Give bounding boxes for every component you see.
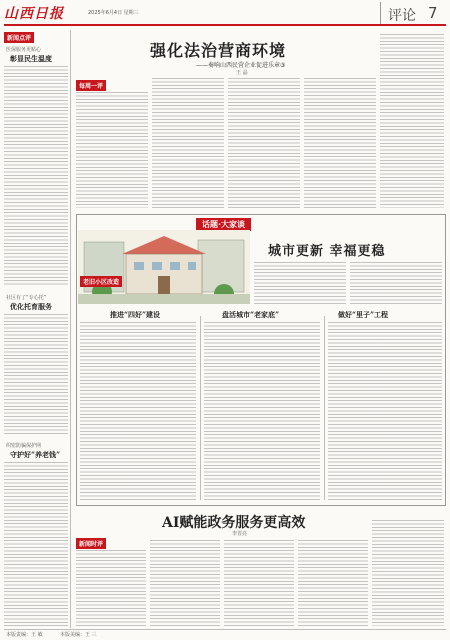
bottom-title: AI赋能政务服务更高效 bbox=[162, 515, 306, 531]
lead-tag: 每周一评 bbox=[76, 80, 106, 91]
footer-editor: 本版责编：王 敏 bbox=[6, 632, 43, 638]
bottom-body-col-2 bbox=[150, 540, 220, 626]
feature-divider-2 bbox=[324, 316, 325, 500]
lead-body-col-2 bbox=[152, 78, 224, 208]
lead-title: 强化法治营商环境 bbox=[150, 41, 287, 60]
left-item-2-title: 优化托育服务 bbox=[10, 302, 52, 311]
renovation-sign-text: 老旧小区改造 bbox=[83, 279, 120, 286]
feature-col-2-body bbox=[204, 322, 320, 500]
left-item-1-title: 彰显民生温度 bbox=[10, 54, 52, 63]
feature-illustration bbox=[78, 230, 250, 304]
left-item-2-kicker: 社区有了“专心托” bbox=[6, 295, 47, 301]
masthead-rule bbox=[4, 24, 446, 26]
feature-subtitle-3: 做好“里子”工程 bbox=[338, 310, 389, 319]
left-item-3-body bbox=[4, 462, 68, 626]
bottom-tag: 新闻时评 bbox=[76, 538, 106, 549]
feature-col-1-body bbox=[80, 322, 196, 500]
feature-divider-1 bbox=[200, 316, 201, 500]
feature-intro-col-2 bbox=[350, 262, 442, 306]
feature-tag-label: 话题·大家谈 bbox=[202, 220, 246, 229]
lead-body-col-3 bbox=[228, 78, 300, 208]
lead-body-col-4 bbox=[304, 78, 376, 208]
bottom-body-col-1 bbox=[76, 550, 146, 626]
lead-body-col-1 bbox=[76, 92, 148, 208]
bottom-body-col-3 bbox=[224, 540, 294, 626]
left-column-divider bbox=[70, 30, 71, 628]
header-ornament bbox=[380, 2, 381, 24]
left-item-3-kicker: 织密防骗保护网 bbox=[6, 443, 42, 449]
footer-rule bbox=[4, 629, 446, 630]
bottom-body-col-5 bbox=[372, 520, 444, 626]
feature-intro-col-1 bbox=[254, 262, 346, 306]
right-body-col-top bbox=[380, 34, 444, 208]
footer-designer: 本版美编：王 三 bbox=[60, 632, 97, 638]
left-column bbox=[4, 30, 68, 628]
page-number: 7 bbox=[428, 4, 438, 22]
newspaper-logo: 山西日报 bbox=[4, 6, 64, 22]
feature-subtitle-2: 盘活城市“老家底” bbox=[222, 310, 280, 319]
bottom-body-col-4 bbox=[298, 540, 368, 626]
left-item-1-kicker: 医保服务更贴心 bbox=[6, 47, 42, 53]
section-name: 评论 bbox=[388, 8, 416, 24]
issue-date: 2025年6月4日 星期三 bbox=[88, 10, 139, 16]
feature-title: 城市更新 幸福更稳 bbox=[268, 244, 386, 259]
left-column-tag: 新闻点评 bbox=[4, 32, 34, 43]
bottom-author: 李晋亮 bbox=[232, 531, 248, 537]
feature-col-3-body bbox=[328, 322, 442, 500]
feature-subtitle-1: 推进“四好”建设 bbox=[110, 310, 161, 319]
left-item-2-body bbox=[4, 314, 68, 434]
renovation-sign bbox=[80, 276, 122, 287]
left-item-1-body bbox=[4, 66, 68, 286]
lead-subtitle: ——奏响山西民营企业促进乐章③ bbox=[196, 62, 286, 69]
left-item-3-title: 守护好“养老钱” bbox=[10, 450, 61, 459]
lead-author: 王 晶 bbox=[236, 70, 248, 76]
